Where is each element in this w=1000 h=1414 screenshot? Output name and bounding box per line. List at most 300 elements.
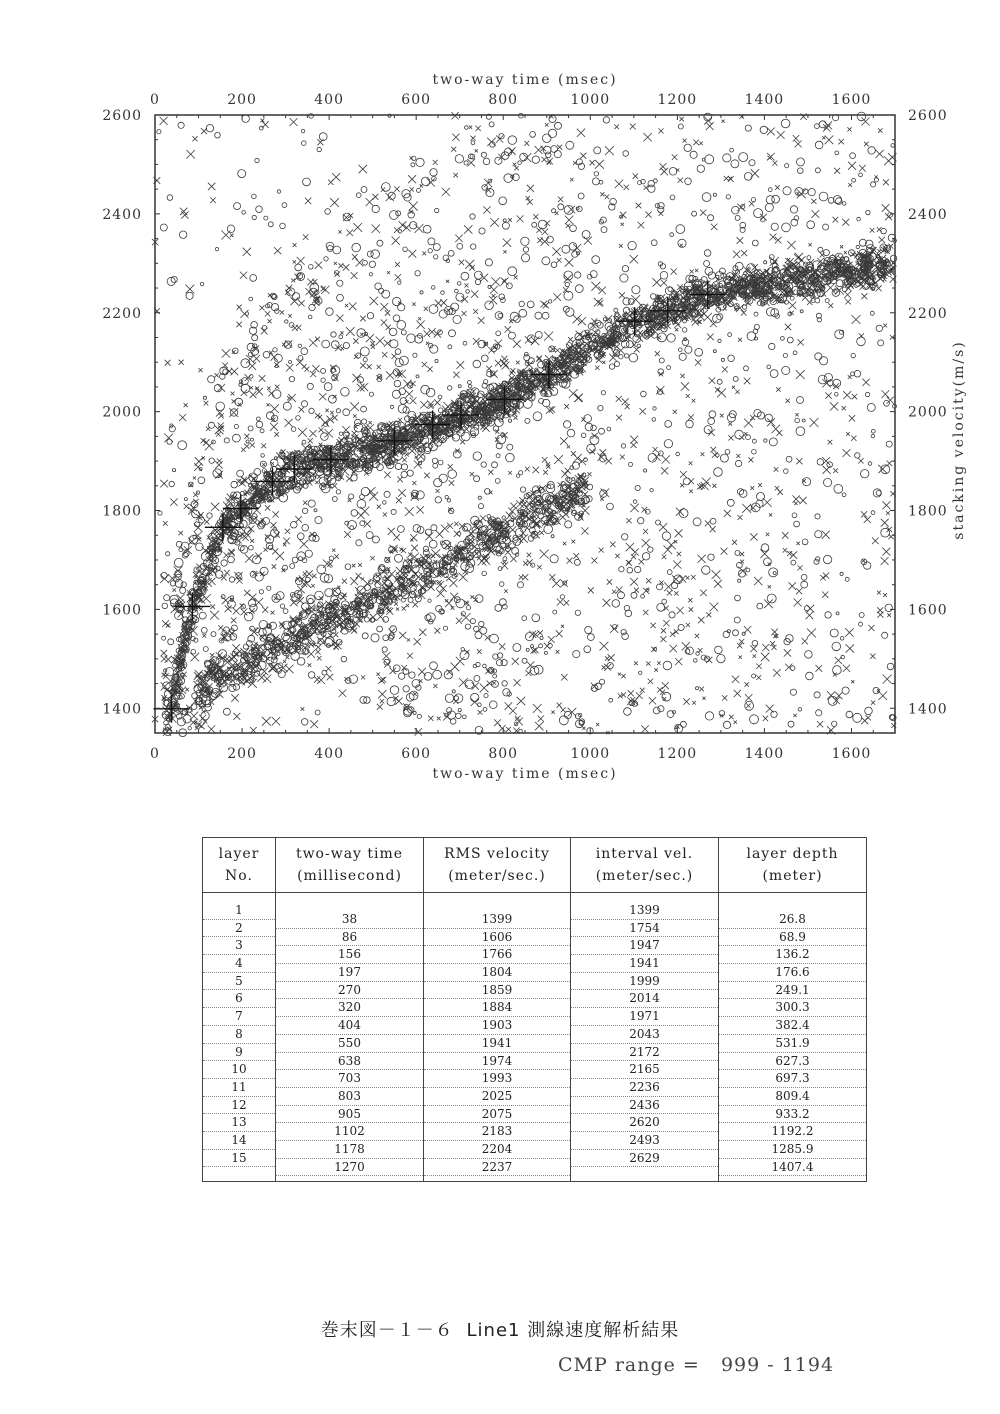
data-point — [345, 304, 348, 307]
data-point — [670, 632, 675, 637]
data-point — [834, 484, 843, 493]
data-point — [342, 579, 347, 584]
data-point — [775, 185, 780, 190]
data-point — [535, 312, 542, 319]
data-point — [696, 687, 699, 690]
data-point — [298, 300, 304, 306]
data-point — [695, 634, 699, 638]
data-point — [830, 629, 838, 637]
data-point — [790, 206, 797, 213]
data-point — [591, 558, 597, 564]
data-point — [360, 363, 366, 369]
data-point — [178, 531, 183, 536]
data-point — [527, 553, 531, 557]
data-point — [509, 332, 516, 339]
data-point — [553, 610, 557, 614]
data-point — [352, 243, 361, 252]
data-point — [614, 361, 619, 366]
data-point — [462, 613, 471, 622]
data-point — [413, 602, 419, 607]
data-point — [442, 437, 446, 441]
data-point — [867, 403, 875, 411]
data-point — [634, 588, 639, 593]
data-point — [887, 663, 894, 670]
data-point — [255, 573, 263, 581]
data-point — [458, 385, 461, 388]
data-point — [448, 470, 457, 479]
data-point — [193, 492, 198, 497]
data-point — [285, 529, 290, 534]
data-point — [739, 153, 748, 162]
data-point — [785, 664, 792, 671]
data-point — [842, 202, 846, 206]
data-point — [350, 526, 354, 530]
data-point — [315, 517, 322, 524]
data-point — [673, 410, 677, 414]
data-point — [655, 351, 660, 356]
data-point — [590, 160, 595, 165]
data-point — [481, 462, 486, 467]
data-point — [840, 245, 843, 248]
data-point — [377, 704, 383, 710]
data-point — [845, 299, 851, 305]
data-point — [222, 597, 230, 605]
data-point — [275, 385, 279, 389]
data-point — [483, 664, 487, 668]
data-point — [395, 349, 401, 355]
data-point — [372, 194, 378, 200]
data-point — [428, 599, 431, 602]
data-point — [431, 525, 437, 531]
data-point — [407, 470, 413, 476]
data-point — [345, 564, 351, 570]
data-point — [464, 225, 472, 233]
data-point — [339, 432, 342, 435]
data-point — [522, 658, 527, 663]
data-point — [680, 374, 684, 378]
data-point — [392, 354, 397, 359]
data-point — [680, 483, 684, 487]
data-point — [360, 333, 363, 336]
data-point — [717, 379, 722, 384]
data-point — [704, 656, 710, 662]
data-point — [398, 404, 407, 413]
data-point — [306, 595, 315, 604]
data-point — [848, 162, 856, 170]
data-point — [513, 644, 521, 652]
data-point — [701, 452, 705, 456]
data-point — [520, 487, 525, 492]
data-point — [703, 697, 706, 700]
data-point — [626, 560, 632, 566]
data-point — [505, 326, 511, 332]
data-point — [588, 634, 595, 641]
data-point — [598, 405, 603, 410]
data-point — [265, 311, 270, 316]
data-point — [503, 557, 507, 561]
data-point — [788, 721, 794, 727]
data-point — [267, 403, 270, 406]
data-point — [503, 689, 510, 696]
data-point — [549, 300, 552, 303]
data-point — [343, 409, 350, 416]
data-point — [776, 387, 780, 391]
data-point — [508, 267, 517, 276]
data-point — [399, 632, 406, 639]
data-point — [542, 257, 550, 265]
data-point — [356, 573, 362, 579]
data-point — [857, 112, 866, 121]
data-point — [310, 371, 316, 377]
data-point — [358, 563, 362, 567]
data-point — [599, 548, 604, 553]
data-point — [384, 491, 390, 497]
data-point — [174, 558, 183, 567]
data-point — [199, 715, 206, 722]
data-point — [308, 672, 315, 679]
data-point — [643, 529, 648, 534]
data-point — [619, 567, 624, 572]
data-point — [355, 419, 361, 425]
data-point — [565, 282, 569, 286]
data-point — [729, 715, 734, 720]
data-point — [603, 318, 606, 321]
data-point — [630, 124, 636, 130]
data-point — [192, 693, 198, 699]
data-point — [339, 690, 347, 697]
data-point — [615, 180, 623, 189]
data-point — [376, 337, 385, 346]
data-point — [471, 595, 475, 598]
data-point — [717, 314, 723, 320]
data-point — [758, 483, 762, 487]
data-point — [433, 160, 438, 165]
data-point — [412, 481, 416, 485]
data-point — [477, 703, 481, 707]
data-point — [387, 271, 390, 274]
data-point — [452, 112, 459, 119]
data-point — [507, 444, 513, 450]
data-point — [640, 688, 645, 693]
data-point — [692, 319, 699, 326]
data-point — [298, 533, 305, 540]
data-point — [274, 432, 279, 437]
data-point — [594, 172, 598, 176]
data-point — [525, 526, 530, 531]
data-point — [327, 674, 334, 681]
data-point — [712, 484, 716, 488]
data-point — [382, 290, 390, 298]
data-point — [533, 412, 542, 421]
data-point — [552, 209, 556, 213]
data-point — [499, 294, 505, 300]
data-point — [548, 636, 555, 643]
data-point — [366, 198, 374, 206]
data-point — [699, 483, 705, 489]
data-point — [625, 354, 629, 358]
data-point — [407, 638, 410, 641]
data-point — [309, 430, 316, 437]
data-point — [471, 693, 479, 701]
data-point — [383, 513, 387, 517]
data-point — [216, 402, 225, 411]
data-point — [744, 419, 753, 428]
data-point — [698, 555, 706, 563]
data-point — [493, 674, 497, 678]
data-point — [614, 308, 618, 312]
data-point — [201, 627, 207, 633]
data-point — [872, 538, 879, 545]
data-point — [512, 547, 519, 554]
data-point — [623, 298, 630, 305]
data-point — [495, 360, 501, 366]
data-point — [551, 146, 558, 153]
data-point — [825, 612, 831, 618]
data-point — [798, 708, 802, 712]
data-point — [317, 676, 325, 684]
data-point — [332, 483, 337, 488]
data-point — [549, 346, 555, 352]
data-point — [250, 443, 255, 448]
data-point — [289, 361, 292, 364]
data-point — [741, 250, 747, 256]
data-point — [620, 274, 628, 282]
data-point — [628, 690, 634, 696]
data-point — [688, 414, 694, 420]
data-point — [304, 367, 309, 372]
data-point — [527, 185, 534, 192]
data-point — [840, 572, 843, 575]
data-point — [327, 246, 333, 252]
data-point — [309, 408, 314, 413]
data-point — [798, 339, 804, 345]
data-point — [347, 230, 354, 237]
data-point — [544, 651, 547, 654]
data-point — [453, 173, 458, 177]
data-point — [427, 367, 432, 372]
data-point — [340, 331, 343, 334]
data-point — [735, 390, 739, 394]
data-point — [556, 650, 560, 654]
data-point — [674, 575, 683, 584]
data-point — [603, 599, 611, 607]
data-point — [273, 348, 277, 352]
data-point — [449, 330, 456, 337]
data-point — [599, 428, 605, 434]
data-point — [856, 245, 859, 248]
data-point — [162, 603, 168, 609]
data-point — [561, 707, 566, 712]
data-point — [456, 713, 462, 719]
data-point — [554, 293, 562, 301]
data-point — [308, 598, 313, 603]
data-point — [384, 472, 391, 479]
data-point — [642, 539, 650, 547]
data-point — [249, 545, 254, 550]
data-point — [735, 460, 741, 466]
data-point — [390, 626, 397, 633]
data-point — [573, 454, 582, 463]
data-point — [394, 602, 398, 606]
data-point — [608, 654, 615, 661]
data-point — [381, 319, 387, 325]
data-point — [525, 361, 533, 369]
data-point — [217, 458, 222, 463]
data-point — [498, 313, 502, 317]
data-point — [662, 599, 667, 604]
data-point — [276, 552, 285, 560]
data-point — [231, 481, 238, 488]
data-point — [818, 247, 823, 252]
data-point — [433, 684, 437, 688]
data-point — [560, 595, 564, 599]
data-point — [369, 492, 378, 501]
data-point — [667, 590, 672, 595]
data-point — [338, 263, 343, 268]
data-point — [470, 472, 474, 476]
data-point — [326, 242, 334, 250]
data-point — [683, 139, 687, 143]
data-point — [486, 189, 494, 197]
data-point — [506, 727, 511, 732]
data-point — [420, 291, 423, 294]
data-point — [303, 572, 307, 576]
data-point — [658, 451, 663, 456]
data-point — [542, 157, 547, 162]
data-point — [870, 654, 875, 659]
data-point — [554, 151, 561, 158]
data-point — [367, 251, 373, 257]
data-point — [573, 651, 580, 658]
data-point — [615, 554, 619, 558]
data-point — [397, 321, 406, 330]
data-point — [685, 178, 692, 185]
data-point — [260, 567, 268, 575]
data-point — [807, 221, 815, 229]
data-point — [283, 538, 290, 545]
data-point — [250, 539, 254, 543]
data-point — [795, 141, 802, 148]
data-point — [605, 458, 612, 465]
data-point — [438, 330, 443, 335]
data-point — [317, 565, 326, 574]
data-point — [204, 519, 209, 524]
data-point — [474, 476, 480, 482]
data-point — [352, 374, 361, 383]
data-point — [846, 644, 854, 652]
data-point — [592, 178, 599, 185]
data-point — [806, 672, 814, 680]
data-point — [416, 375, 419, 378]
data-point — [695, 348, 703, 356]
data-point — [581, 527, 588, 534]
data-point — [424, 330, 431, 337]
data-point — [267, 387, 271, 391]
data-point — [414, 588, 417, 591]
data-point — [291, 427, 296, 432]
data-point — [551, 535, 554, 538]
data-point — [179, 548, 183, 552]
data-point — [490, 286, 498, 294]
data-point — [513, 340, 521, 348]
data-point — [731, 160, 739, 168]
data-point — [859, 622, 863, 626]
data-point — [859, 613, 864, 618]
data-point — [766, 533, 770, 537]
data-point — [262, 607, 268, 613]
data-point — [648, 185, 655, 192]
data-point — [852, 315, 861, 324]
data-point — [807, 629, 816, 638]
data-point — [828, 303, 833, 308]
data-point — [745, 125, 751, 131]
data-point — [764, 599, 773, 608]
data-point — [703, 313, 712, 322]
data-point — [556, 630, 563, 637]
data-point — [161, 656, 168, 663]
data-point — [883, 501, 891, 509]
data-point — [464, 161, 468, 165]
data-point — [164, 595, 170, 601]
data-point — [478, 496, 481, 499]
data-point — [873, 489, 881, 497]
data-point — [533, 467, 540, 474]
data-point — [648, 547, 653, 552]
data-point — [693, 140, 699, 146]
data-point — [555, 348, 560, 353]
data-point — [663, 620, 669, 626]
data-point — [298, 428, 307, 437]
data-point — [362, 633, 368, 639]
data-point — [514, 679, 521, 686]
data-point — [438, 408, 443, 413]
data-point — [298, 344, 301, 347]
data-point — [879, 691, 888, 700]
data-point — [286, 364, 293, 372]
data-point — [205, 704, 212, 711]
data-point — [457, 282, 461, 286]
data-point — [607, 427, 611, 431]
data-point — [483, 708, 487, 712]
data-point — [435, 497, 441, 503]
data-point — [842, 493, 846, 497]
data-point — [701, 655, 706, 660]
data-point — [844, 251, 847, 254]
data-point — [434, 628, 440, 634]
data-point — [206, 427, 210, 431]
data-point — [795, 413, 798, 416]
data-point — [402, 606, 406, 610]
data-point — [722, 367, 728, 373]
data-point — [485, 259, 492, 266]
data-point — [438, 460, 443, 465]
data-point — [627, 567, 633, 573]
data-point — [517, 697, 526, 705]
data-point — [422, 252, 426, 256]
data-point — [461, 432, 470, 441]
data-point — [783, 548, 788, 553]
data-point — [455, 289, 459, 293]
data-point — [449, 480, 455, 486]
data-point — [601, 227, 607, 233]
data-point — [311, 584, 315, 588]
data-point — [308, 315, 312, 319]
data-point — [882, 632, 888, 638]
data-point — [477, 649, 482, 654]
data-point — [351, 510, 358, 517]
data-point — [417, 321, 425, 329]
data-point — [423, 546, 428, 551]
